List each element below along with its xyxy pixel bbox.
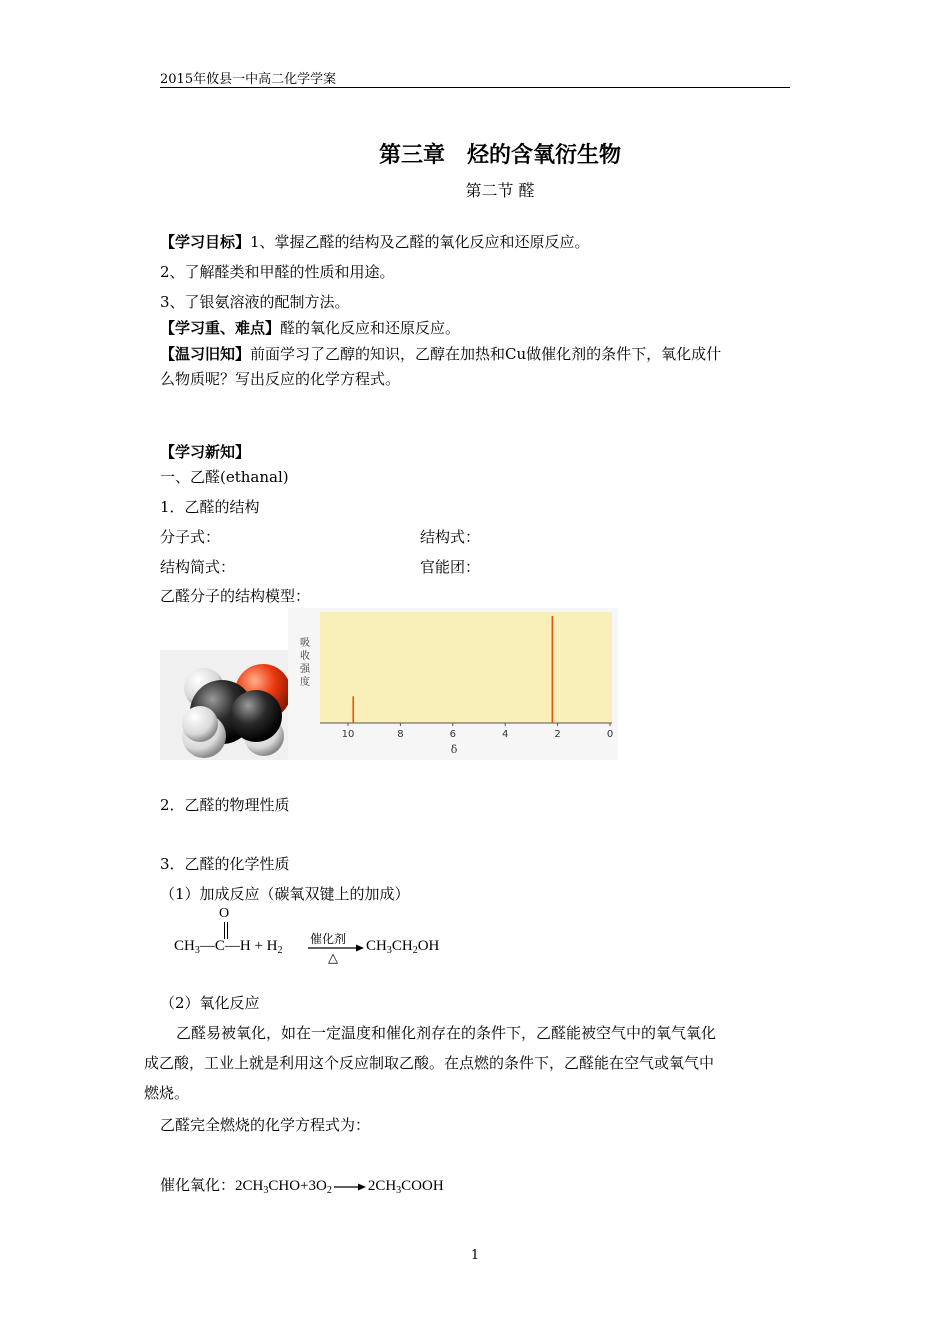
objective-1: 1、掌握乙醛的结构及乙醛的氧化反应和还原反应。: [250, 233, 590, 251]
heat-symbol: △: [328, 951, 338, 966]
reaction-addition: $CH_3—C—H + H_2$: [174, 938, 283, 956]
review-label: 【温习旧知】: [160, 345, 251, 363]
review-line-1: [160, 344, 721, 364]
reaction-product: $CH_3CH_2OH$: [366, 938, 440, 956]
physical-heading: 2．乙醛的物理性质: [160, 796, 290, 814]
chapter-title: 第三章 烃的含氧衍生物: [378, 142, 621, 168]
oxidation-paragraph-3: 燃烧。: [144, 1084, 190, 1102]
catalytic-arrow: [334, 1182, 366, 1192]
objectives-line: [160, 232, 590, 252]
nmr-xlabel: δ: [450, 743, 458, 756]
review-line-2: 么物质呢？写出反应的化学方程式。: [160, 370, 401, 388]
oxidation-paragraph-1: 乙醛易被氧化，如在一定温度和催化剂存在的条件下，乙醛能被空气中的氧气氧化: [176, 1024, 717, 1042]
oxidation-paragraph-2: 成乙酸，工业上就是利用这个反应制取乙酸。在点燃的条件下，乙醛能在空气或氧气中: [144, 1054, 715, 1072]
molecule-model-image: [160, 650, 288, 760]
structure-heading: 1．乙醛的结构: [160, 498, 260, 516]
catalytic-equation: $2CH_3CHO+3O_2$ $2CH_3COOH$: [235, 1178, 444, 1196]
nmr-tick-label: 6: [449, 729, 456, 740]
nmr-tick-label: 0: [606, 729, 614, 740]
combustion-equation-prompt: 乙醛完全燃烧的化学方程式为：: [160, 1116, 371, 1134]
nmr-tick-label: 2: [554, 729, 561, 740]
nmr-ylabel-char: 强: [300, 664, 310, 675]
catalyst-label: 催化剂: [310, 932, 347, 946]
functional-group-label: 官能团：: [420, 558, 481, 576]
page-header: 2015年攸县一中高二化学学案: [160, 72, 337, 87]
reactant-ch3: CH: [174, 938, 195, 954]
catalytic-label: 催化氧化：: [160, 1176, 236, 1194]
addition-heading: （1）加成反应（碳氧双键上的加成）: [160, 885, 410, 903]
nmr-tick-label: 10: [341, 729, 355, 740]
nmr-ylabel-char: 吸: [300, 638, 310, 649]
nmr-plot-area: [320, 612, 612, 723]
nmr-tick-label: 8: [397, 729, 404, 740]
chemical-heading: 3．乙醛的化学性质: [160, 855, 290, 873]
keypoints-line: [160, 318, 460, 338]
molecular-formula-label: 分子式：: [160, 528, 221, 546]
reactant-h-h2: H + H: [239, 938, 278, 954]
objective-2: 2、了解醛类和甲醛的性质和用途。: [160, 263, 395, 281]
section-title: 第二节 醛: [465, 181, 535, 200]
nmr-tick-label: 4: [502, 729, 509, 740]
keypoints-label: 【学习重、难点】: [160, 319, 281, 337]
objectives-label: 【学习目标】: [160, 233, 251, 251]
catalytic-oxidation-line: [160, 1175, 444, 1196]
keypoints-text: 醛的氧化反应和还原反应。: [280, 319, 461, 337]
reaction-oxygen: O: [219, 906, 230, 921]
nmr-ylabel-char: 度: [300, 677, 310, 688]
section-ethanal: 一、乙醛(ethanal): [160, 468, 289, 486]
condensed-formula-label: 结构简式：: [160, 558, 236, 576]
objective-3: 3、了银氨溶液的配制方法。: [160, 293, 350, 311]
nmr-ylabel-char: 收: [300, 651, 310, 662]
header-rule: [160, 87, 790, 88]
oxidation-heading: （2）氧化反应: [160, 994, 260, 1012]
new-knowledge-label: 【学习新知】: [160, 443, 251, 461]
review-text-1: 前面学习了乙醇的知识，乙醇在加热和Cu做催化剂的条件下，氧化成什: [250, 345, 722, 363]
page-number: 1: [470, 1248, 480, 1263]
nmr-spectrum: [288, 608, 618, 760]
model-caption: 乙醛分子的结构模型：: [160, 587, 311, 605]
structural-formula-label: 结构式：: [420, 528, 481, 546]
reactant-carbon: C: [214, 938, 225, 954]
